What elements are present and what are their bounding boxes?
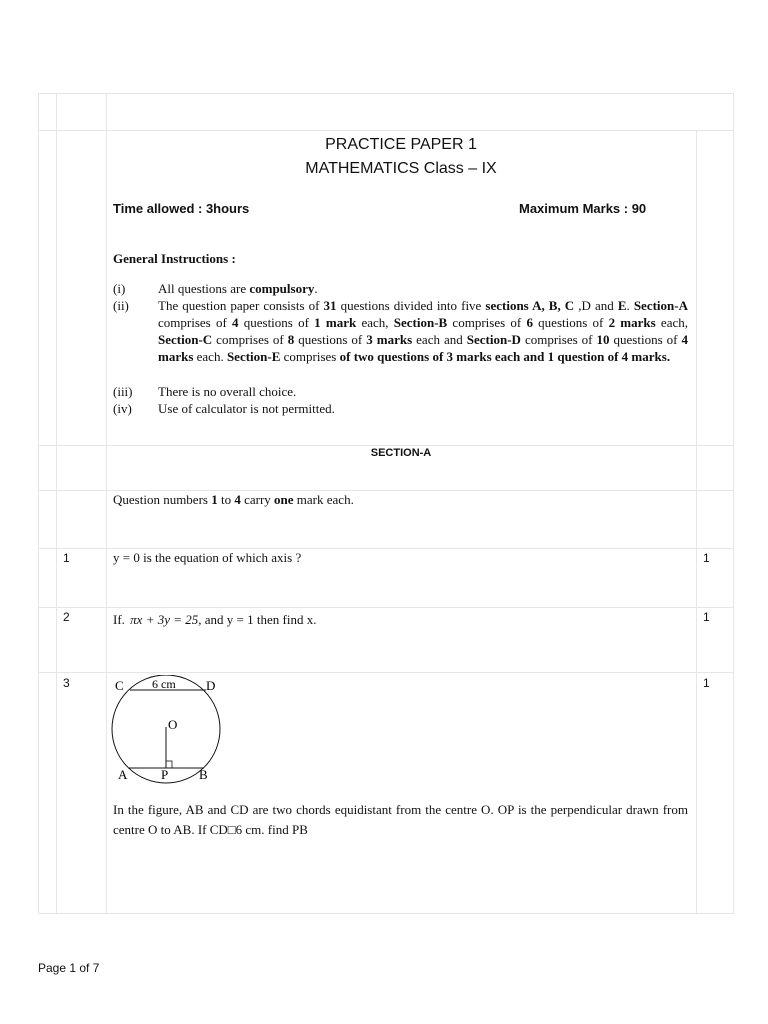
maximum-marks: Maximum Marks : 90 bbox=[519, 201, 647, 216]
circle-chords-figure bbox=[110, 675, 230, 785]
grid-line-548 bbox=[38, 548, 734, 549]
question-marks: 1 bbox=[703, 551, 710, 565]
grid-line-490 bbox=[38, 490, 734, 491]
instruction-item: There is no overall choice. bbox=[158, 384, 297, 399]
section-note: Question numbers 1 to 4 carry one mark each. bbox=[113, 492, 354, 507]
grid-bottom-border bbox=[38, 913, 734, 914]
question-prefix: If. bbox=[113, 612, 125, 627]
grid-left-border bbox=[38, 93, 39, 914]
grid-line-607 bbox=[38, 607, 734, 608]
question-equation: πx + 3y = 25, bbox=[130, 612, 202, 627]
question-text: y = 0 is the equation of which axis ? bbox=[113, 550, 302, 565]
paper-title: PRACTICE PAPER 1 bbox=[325, 136, 477, 153]
instruction-item: The question paper consists of 31 questions divided into five sections A, B, C ,D and E. Section-A comprises of 4 questions of 1 mark each, Section-B comprises of 6 questions of 2 marks each, Section-C comprises of 8 questions of 3 marks each and Section-D comprises of 10 questions of 4 marks each. Section-E comprises of two questions of 3 marks each and 1 question of 4 marks. bbox=[158, 298, 688, 364]
grid-line-672 bbox=[38, 672, 734, 673]
label-c: C bbox=[115, 678, 124, 693]
question-marks: 1 bbox=[703, 610, 710, 624]
grid-top-border bbox=[38, 93, 734, 94]
question-suffix: and y = 1 then find x. bbox=[204, 612, 317, 627]
instruction-item: Use of calculator is not permitted. bbox=[158, 401, 335, 416]
page-number: Page 1 of 7 bbox=[38, 961, 100, 975]
label-b: B bbox=[199, 767, 208, 782]
label-a: A bbox=[118, 767, 128, 782]
section-title: SECTION-A bbox=[370, 447, 432, 459]
instruction-num: (ii) bbox=[113, 298, 129, 313]
label-d: D bbox=[206, 678, 216, 693]
grid-col-696 bbox=[696, 130, 697, 914]
label-o: O bbox=[168, 717, 178, 732]
instruction-num: (i) bbox=[113, 281, 126, 296]
question-marks: 1 bbox=[703, 676, 710, 690]
time-allowed: Time allowed : 3hours bbox=[113, 201, 250, 216]
label-chord-length: 6 cm bbox=[152, 677, 176, 691]
instruction-num: (iv) bbox=[113, 401, 132, 416]
question-number: 1 bbox=[63, 551, 70, 565]
grid-line-445 bbox=[38, 445, 734, 446]
paper-subtitle: MATHEMATICS Class – IX bbox=[305, 160, 497, 177]
label-p: P bbox=[161, 767, 169, 782]
question-text bbox=[113, 612, 316, 628]
instructions-heading: General Instructions : bbox=[113, 251, 236, 266]
question-text: In the figure, AB and CD are two chords equidistant from the centre O. OP is the perpendicular drawn from centre O to AB. If CD□6 cm. find PB bbox=[113, 802, 688, 837]
question-number: 2 bbox=[63, 610, 70, 624]
grid-line-130 bbox=[38, 130, 734, 131]
grid-col-56 bbox=[56, 93, 57, 914]
grid-col-106 bbox=[106, 93, 107, 914]
question-number: 3 bbox=[63, 676, 70, 690]
instruction-item: All questions are compulsory. bbox=[158, 281, 318, 296]
grid-right-border bbox=[733, 93, 734, 914]
instruction-num: (iii) bbox=[113, 384, 133, 399]
